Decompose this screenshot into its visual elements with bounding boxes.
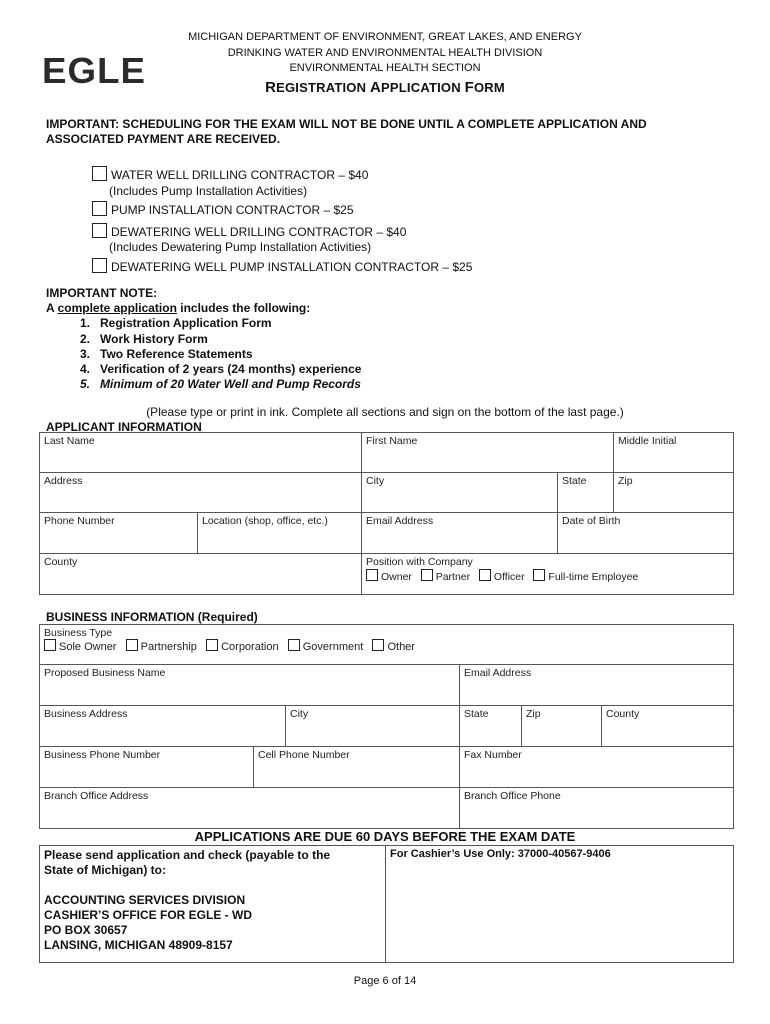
registration-options <box>92 166 472 275</box>
business-phone-field[interactable]: Business Phone Number <box>40 747 254 788</box>
checkbox-water-well[interactable] <box>92 166 107 181</box>
type-other[interactable]: Other <box>372 641 415 653</box>
position-owner[interactable]: Owner <box>366 571 412 583</box>
business-email-field[interactable]: Email Address <box>460 665 734 706</box>
cashier-use-box: For Cashier’s Use Only: 37000-40567-9406 <box>386 846 734 963</box>
send-line-2: State of Michigan) to: <box>44 863 166 877</box>
position-officer[interactable]: Officer <box>479 571 525 583</box>
checkbox-fulltime[interactable] <box>533 569 545 581</box>
checkbox-officer[interactable] <box>479 569 491 581</box>
note-item: 5. Minimum of 20 Water Well and Pump Records <box>80 377 361 392</box>
important-line-1: IMPORTANT: SCHEDULING FOR THE EXAM WILL NOT BE DONE UNTIL A COMPLETE APPLICATION AND <box>46 117 647 131</box>
business-address-field[interactable]: Business Address <box>40 706 286 747</box>
checkbox-partnership[interactable] <box>126 639 138 651</box>
checkbox-owner[interactable] <box>366 569 378 581</box>
first-name-field[interactable]: First Name <box>362 433 614 473</box>
business-type-field <box>40 625 734 665</box>
checkbox-pump-installation[interactable] <box>92 201 107 216</box>
form-title: REGISTRATION APPLICATION FORM <box>265 79 505 96</box>
note-item: 1. Registration Application Form <box>80 316 272 331</box>
position-partner[interactable]: Partner <box>421 571 470 583</box>
checkbox-dewatering-drilling[interactable] <box>92 223 107 238</box>
checkbox-other[interactable] <box>372 639 384 651</box>
city-field[interactable]: City <box>362 473 558 513</box>
address-field[interactable]: Address <box>40 473 362 513</box>
position-options <box>366 569 729 583</box>
checkbox-government[interactable] <box>288 639 300 651</box>
note-heading: IMPORTANT NOTE: <box>46 286 158 300</box>
state-field[interactable]: State <box>558 473 614 513</box>
email-field[interactable]: Email Address <box>362 513 558 554</box>
business-zip-field[interactable]: Zip <box>522 706 602 747</box>
type-government[interactable]: Government <box>288 641 364 653</box>
position-label: Position with Company <box>366 556 473 568</box>
type-partnership[interactable]: Partnership <box>126 641 197 653</box>
checkbox-corporation[interactable] <box>206 639 218 651</box>
cell-phone-field[interactable]: Cell Phone Number <box>254 747 460 788</box>
option-water-well-note: (Includes Pump Installation Activities) <box>109 183 308 198</box>
dob-field[interactable]: Date of Birth <box>558 513 734 554</box>
location-field[interactable]: Location (shop, office, etc.) <box>198 513 362 554</box>
business-county-field[interactable]: County <box>602 706 734 747</box>
last-name-field[interactable]: Last Name <box>40 433 362 473</box>
agency-line-2: DRINKING WATER AND ENVIRONMENTAL HEALTH DIVISION <box>227 46 543 59</box>
mailing-instructions <box>40 846 386 963</box>
business-type-label: Business Type <box>44 627 113 639</box>
business-state-field[interactable]: State <box>460 706 522 747</box>
note-item: 3. Two Reference Statements <box>80 346 253 361</box>
branch-address-field[interactable]: Branch Office Address <box>40 788 460 829</box>
proposed-business-name-field[interactable]: Proposed Business Name <box>40 665 460 706</box>
send-line-1: Please send application and check (payable to the <box>44 848 331 862</box>
branch-phone-field[interactable]: Branch Office Phone <box>460 788 734 829</box>
option-dewatering-drilling[interactable]: DEWATERING WELL DRILLING CONTRACTOR – $40 <box>92 223 472 241</box>
due-heading: APPLICATIONS ARE DUE 60 DAYS BEFORE THE EXAM DATE <box>194 829 576 844</box>
applicant-heading: APPLICANT INFORMATION <box>46 420 202 434</box>
option-dewatering-drilling-note: (Includes Dewatering Pump Installation Activities) <box>109 240 372 254</box>
note-list <box>80 316 361 392</box>
important-line-2: ASSOCIATED PAYMENT ARE RECEIVED. <box>46 132 281 146</box>
mailing-table <box>39 845 734 963</box>
business-type-options <box>44 639 729 653</box>
note-intro: A complete application includes the following: <box>46 301 311 316</box>
page-number: Page 6 of 14 <box>353 975 417 987</box>
note-item: 2. Work History Form <box>80 331 208 346</box>
important-notice <box>46 117 647 147</box>
business-heading: BUSINESS INFORMATION (Required) <box>46 610 258 624</box>
note-item: 4. Verification of 2 years (24 months) experience <box>80 362 362 377</box>
middle-initial-field[interactable]: Middle Initial <box>614 433 734 473</box>
egle-logo-text: EGLE <box>42 52 146 86</box>
position-fulltime[interactable]: Full-time Employee <box>533 571 638 583</box>
position-field <box>362 554 734 595</box>
county-field[interactable]: County <box>40 554 362 595</box>
business-city-field[interactable]: City <box>286 706 460 747</box>
option-water-well[interactable]: WATER WELL DRILLING CONTRACTOR – $40 <box>92 166 472 184</box>
instructions: (Please type or print in ink. Complete all sections and sign on the bottom of the last page.) <box>146 405 624 419</box>
phone-field[interactable]: Phone Number <box>40 513 198 554</box>
option-pump-installation[interactable]: PUMP INSTALLATION CONTRACTOR – $25 <box>92 201 472 219</box>
zip-field[interactable]: Zip <box>614 473 734 513</box>
important-note <box>46 286 361 392</box>
applicant-table <box>39 432 734 595</box>
business-table <box>39 624 734 829</box>
fax-field[interactable]: Fax Number <box>460 747 734 788</box>
agency-line-1: MICHIGAN DEPARTMENT OF ENVIRONMENT, GREAT LAKES, AND ENERGY <box>188 31 582 43</box>
type-sole-owner[interactable]: Sole Owner <box>44 641 116 653</box>
checkbox-dewatering-pump[interactable] <box>92 258 107 273</box>
type-corporation[interactable]: Corporation <box>206 641 278 653</box>
checkbox-sole-owner[interactable] <box>44 639 56 651</box>
checkbox-partner[interactable] <box>421 569 433 581</box>
mailing-address: ACCOUNTING SERVICES DIVISION CASHIER’S OFFICE FOR EGLE - WD PO BOX 30657 LANSING, MICHIGAN 48909-8157 <box>44 893 253 952</box>
option-dewatering-pump[interactable]: DEWATERING WELL PUMP INSTALLATION CONTRACTOR – $25 <box>92 258 472 276</box>
agency-line-3: ENVIRONMENTAL HEALTH SECTION <box>289 62 481 74</box>
